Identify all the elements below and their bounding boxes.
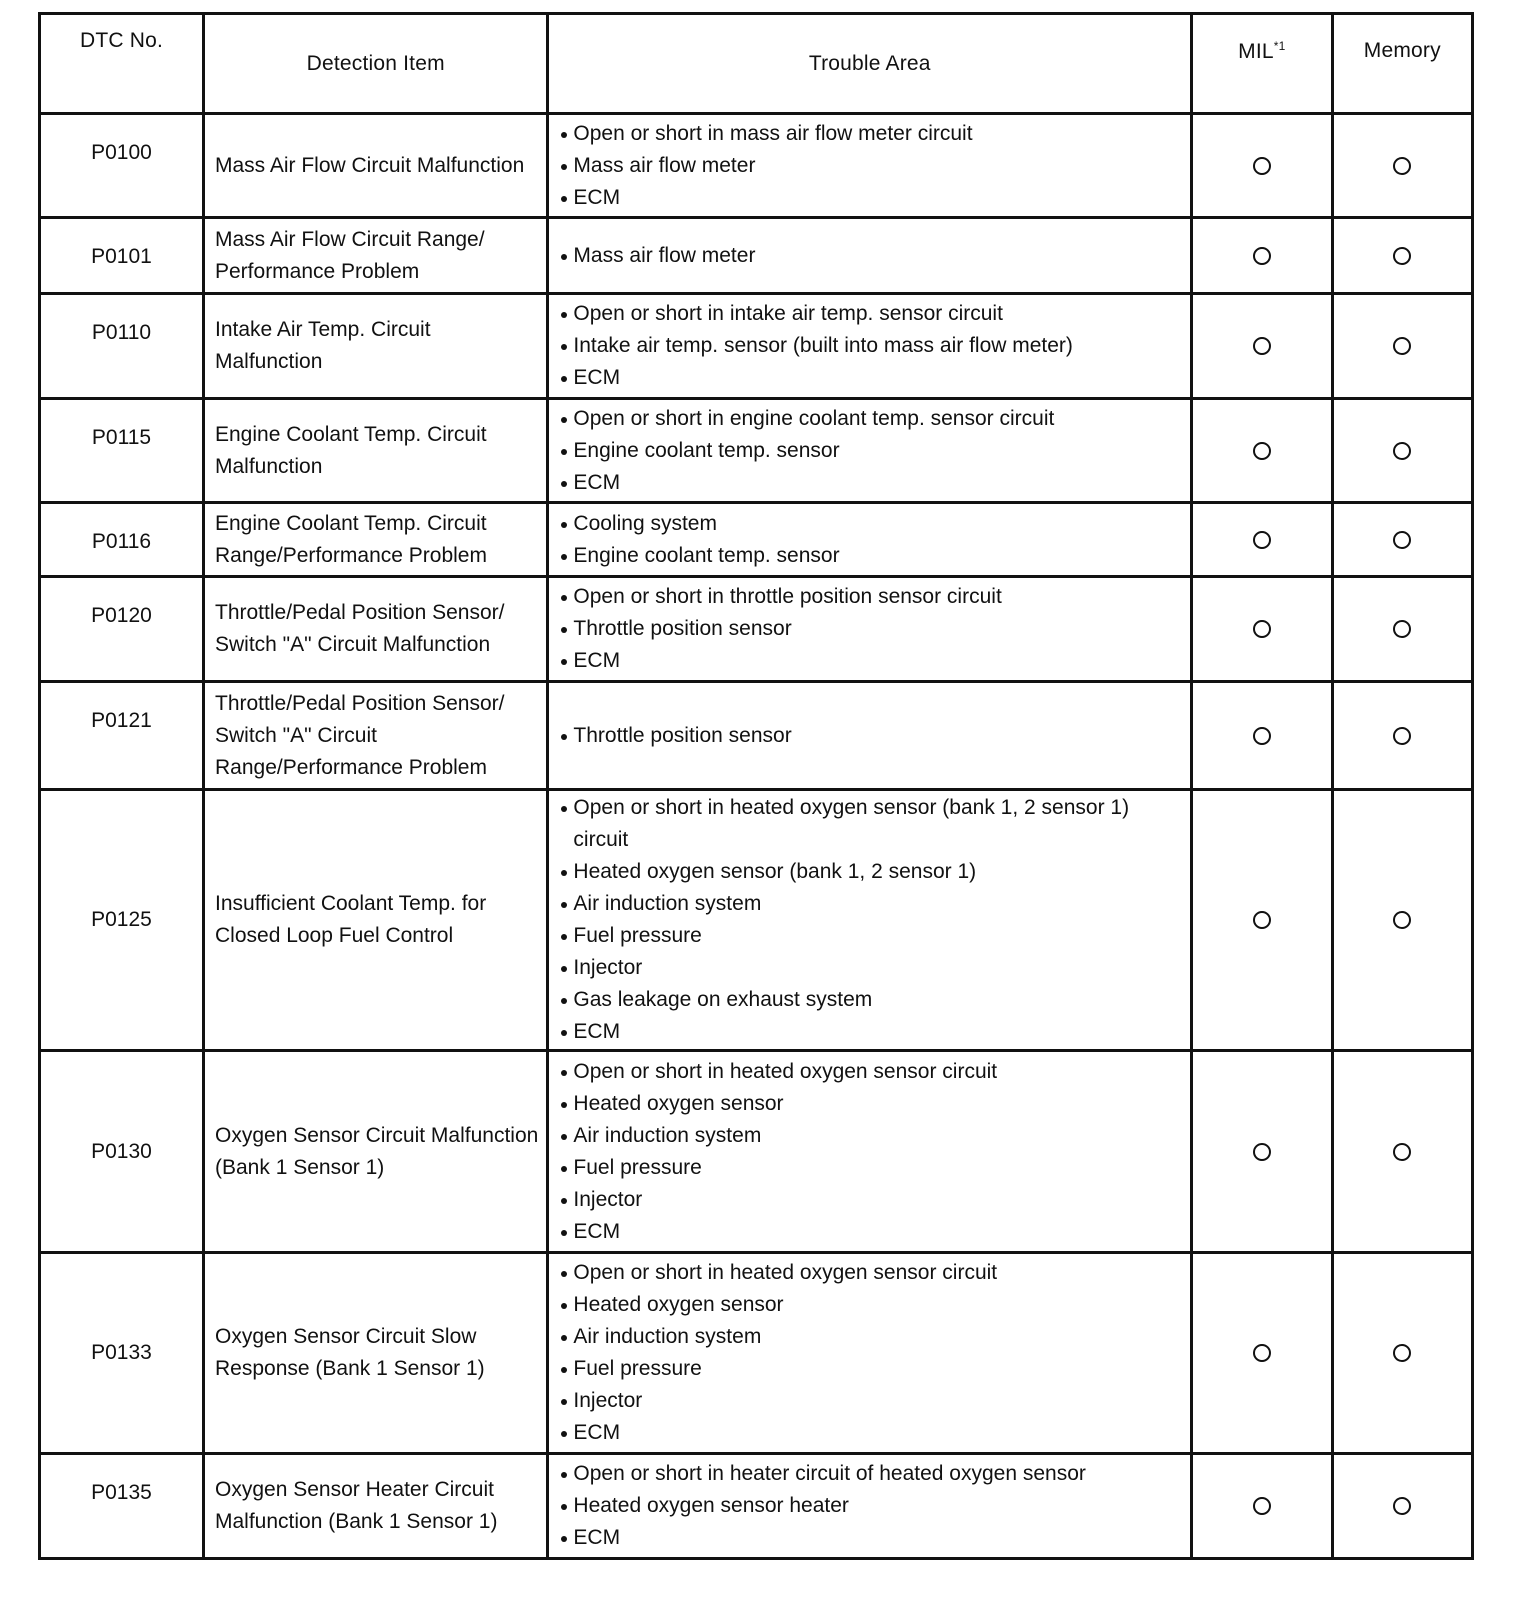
dtc-code-cell: P0121 [40, 682, 204, 790]
header-memory: Memory [1332, 14, 1472, 114]
detection-item-cell: Mass Air Flow Circuit Range/ Performance Problem [204, 218, 548, 294]
memory-cell [1332, 294, 1472, 399]
detection-item-cell: Throttle/Pedal Position Sensor/ Switch "A" Circuit Malfunction [204, 577, 548, 682]
trouble-area-cell [548, 1253, 1192, 1454]
table-row [40, 577, 1473, 682]
trouble-area-item: Fuel pressure [559, 920, 1182, 952]
trouble-area-cell [548, 114, 1192, 218]
trouble-area-item: Air induction system [559, 1321, 1182, 1353]
trouble-area-item: Fuel pressure [559, 1152, 1182, 1184]
memory-circle-icon [1393, 620, 1411, 638]
detection-item-cell: Intake Air Temp. Circuit Malfunction [204, 294, 548, 399]
memory-cell [1332, 790, 1472, 1051]
mil-circle-icon [1253, 1344, 1271, 1362]
trouble-area-list [559, 581, 1182, 677]
trouble-area-list [559, 720, 1182, 752]
memory-circle-icon [1393, 442, 1411, 460]
trouble-area-item: Mass air flow meter [559, 240, 1182, 272]
table-row [40, 790, 1473, 1051]
trouble-area-cell [548, 294, 1192, 399]
detection-item-cell: Oxygen Sensor Heater Circuit Malfunction (Bank 1 Sensor 1) [204, 1454, 548, 1559]
memory-circle-icon [1393, 157, 1411, 175]
table-row [40, 218, 1473, 294]
table-body [40, 114, 1473, 1559]
table-header-row [40, 14, 1473, 114]
mil-circle-icon [1253, 620, 1271, 638]
dtc-code-cell: P0101 [40, 218, 204, 294]
trouble-area-list [559, 298, 1182, 394]
table-row [40, 503, 1473, 577]
trouble-area-item: Open or short in heated oxygen sensor (bank 1, 2 sensor 1) circuit [559, 792, 1182, 856]
trouble-area-list [559, 792, 1182, 1048]
header-mil [1192, 14, 1332, 114]
trouble-area-item: Throttle position sensor [559, 720, 1182, 752]
memory-cell [1332, 1454, 1472, 1559]
trouble-area-cell [548, 503, 1192, 577]
trouble-area-item: Open or short in heater circuit of heated oxygen sensor [559, 1458, 1182, 1490]
memory-circle-icon [1393, 531, 1411, 549]
trouble-area-cell [548, 399, 1192, 503]
trouble-area-cell [548, 1051, 1192, 1253]
detection-item-cell: Mass Air Flow Circuit Malfunction [204, 114, 548, 218]
mil-cell [1192, 682, 1332, 790]
trouble-area-item: Air induction system [559, 1120, 1182, 1152]
trouble-area-item: Throttle position sensor [559, 613, 1182, 645]
trouble-area-item: Engine coolant temp. sensor [559, 435, 1182, 467]
trouble-area-item: ECM [559, 645, 1182, 677]
mil-cell [1192, 790, 1332, 1051]
mil-cell [1192, 294, 1332, 399]
trouble-area-item: Heated oxygen sensor [559, 1088, 1182, 1120]
table-row [40, 114, 1473, 218]
table-row [40, 1051, 1473, 1253]
trouble-area-item: Heated oxygen sensor [559, 1289, 1182, 1321]
trouble-area-item: Open or short in engine coolant temp. sensor circuit [559, 403, 1182, 435]
header-detection-item: Detection Item [204, 14, 548, 114]
mil-cell [1192, 1253, 1332, 1454]
mil-circle-icon [1253, 157, 1271, 175]
dtc-code-cell: P0100 [40, 114, 204, 218]
trouble-area-item: Heated oxygen sensor (bank 1, 2 sensor 1) [559, 856, 1182, 888]
dtc-code-cell: P0110 [40, 294, 204, 399]
trouble-area-item: ECM [559, 1417, 1182, 1449]
memory-circle-icon [1393, 1143, 1411, 1161]
trouble-area-item: Open or short in heated oxygen sensor circuit [559, 1257, 1182, 1289]
trouble-area-item: ECM [559, 1016, 1182, 1048]
table-row [40, 294, 1473, 399]
trouble-area-cell [548, 790, 1192, 1051]
trouble-area-item: Open or short in mass air flow meter circuit [559, 118, 1182, 150]
header-mil-label: MIL [1238, 40, 1274, 63]
trouble-area-item: Intake air temp. sensor (built into mass air flow meter) [559, 330, 1182, 362]
detection-item-cell: Engine Coolant Temp. Circuit Malfunction [204, 399, 548, 503]
memory-circle-icon [1393, 247, 1411, 265]
memory-cell [1332, 1051, 1472, 1253]
header-mil-footnote-mark: *1 [1273, 39, 1286, 53]
trouble-area-item: ECM [559, 467, 1182, 499]
header-dtc-no: DTC No. [40, 14, 204, 114]
memory-cell [1332, 1253, 1472, 1454]
mil-cell [1192, 218, 1332, 294]
memory-circle-icon [1393, 1344, 1411, 1362]
trouble-area-item: Engine coolant temp. sensor [559, 540, 1182, 572]
trouble-area-item: ECM [559, 182, 1182, 214]
mil-cell [1192, 577, 1332, 682]
trouble-area-item: Heated oxygen sensor heater [559, 1490, 1182, 1522]
mil-circle-icon [1253, 727, 1271, 745]
memory-circle-icon [1393, 337, 1411, 355]
trouble-area-cell [548, 682, 1192, 790]
trouble-area-list [559, 1056, 1182, 1248]
memory-cell [1332, 114, 1472, 218]
trouble-area-list [559, 118, 1182, 214]
trouble-area-item: Mass air flow meter [559, 150, 1182, 182]
dtc-code-cell: P0135 [40, 1454, 204, 1559]
trouble-area-item: ECM [559, 1522, 1182, 1554]
trouble-area-cell [548, 577, 1192, 682]
trouble-area-item: Cooling system [559, 508, 1182, 540]
mil-circle-icon [1253, 442, 1271, 460]
trouble-area-item: Injector [559, 1385, 1182, 1417]
trouble-area-item: Fuel pressure [559, 1353, 1182, 1385]
mil-cell [1192, 1051, 1332, 1253]
trouble-area-item: ECM [559, 362, 1182, 394]
dtc-code-cell: P0133 [40, 1253, 204, 1454]
detection-item-cell: Oxygen Sensor Circuit Slow Response (Bank 1 Sensor 1) [204, 1253, 548, 1454]
trouble-area-item: Open or short in throttle position sensor circuit [559, 581, 1182, 613]
mil-circle-icon [1253, 531, 1271, 549]
table-row [40, 399, 1473, 503]
trouble-area-item: Open or short in intake air temp. sensor circuit [559, 298, 1182, 330]
memory-cell [1332, 577, 1472, 682]
memory-cell [1332, 682, 1472, 790]
detection-item-cell: Engine Coolant Temp. Circuit Range/Performance Problem [204, 503, 548, 577]
dtc-code-cell: P0115 [40, 399, 204, 503]
mil-cell [1192, 114, 1332, 218]
mil-circle-icon [1253, 911, 1271, 929]
table-row [40, 1253, 1473, 1454]
memory-cell [1332, 399, 1472, 503]
memory-circle-icon [1393, 911, 1411, 929]
mil-circle-icon [1253, 337, 1271, 355]
mil-cell [1192, 399, 1332, 503]
detection-item-cell: Throttle/Pedal Position Sensor/ Switch "A" Circuit Range/Performance Problem [204, 682, 548, 790]
dtc-code-cell: P0130 [40, 1051, 204, 1253]
trouble-area-list [559, 508, 1182, 572]
dtc-table [38, 12, 1474, 1560]
mil-circle-icon [1253, 247, 1271, 265]
trouble-area-item: Injector [559, 1184, 1182, 1216]
mil-cell [1192, 1454, 1332, 1559]
table-row [40, 682, 1473, 790]
dtc-code-cell: P0116 [40, 503, 204, 577]
trouble-area-item: Air induction system [559, 888, 1182, 920]
header-trouble-area: Trouble Area [548, 14, 1192, 114]
trouble-area-item: ECM [559, 1216, 1182, 1248]
mil-cell [1192, 503, 1332, 577]
trouble-area-item: Open or short in heated oxygen sensor circuit [559, 1056, 1182, 1088]
memory-cell [1332, 218, 1472, 294]
trouble-area-cell [548, 218, 1192, 294]
dtc-code-cell: P0125 [40, 790, 204, 1051]
memory-circle-icon [1393, 727, 1411, 745]
trouble-area-list [559, 1458, 1182, 1554]
mil-circle-icon [1253, 1143, 1271, 1161]
detection-item-cell: Oxygen Sensor Circuit Malfunction (Bank 1 Sensor 1) [204, 1051, 548, 1253]
trouble-area-item: Gas leakage on exhaust system [559, 984, 1182, 1016]
detection-item-cell: Insufficient Coolant Temp. for Closed Loop Fuel Control [204, 790, 548, 1051]
trouble-area-list [559, 1257, 1182, 1449]
mil-circle-icon [1253, 1497, 1271, 1515]
memory-circle-icon [1393, 1497, 1411, 1515]
dtc-code-cell: P0120 [40, 577, 204, 682]
trouble-area-list [559, 403, 1182, 499]
trouble-area-cell [548, 1454, 1192, 1559]
trouble-area-item: Injector [559, 952, 1182, 984]
trouble-area-list [559, 240, 1182, 272]
memory-cell [1332, 503, 1472, 577]
table-row [40, 1454, 1473, 1559]
